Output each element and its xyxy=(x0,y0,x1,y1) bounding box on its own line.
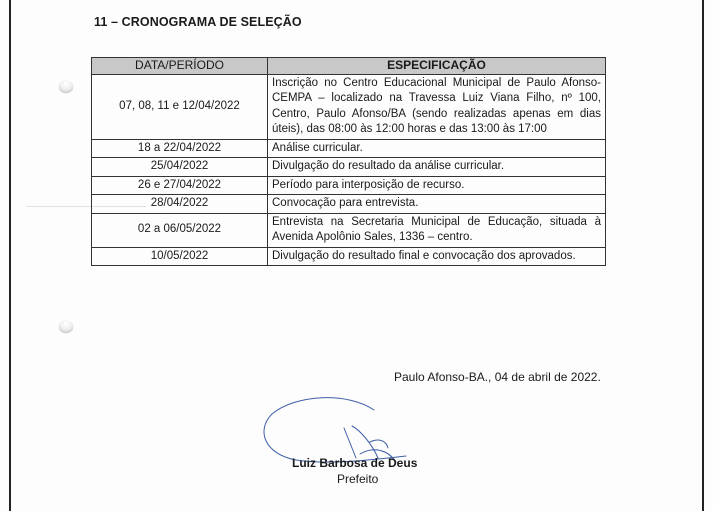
row-date: 18 a 22/04/2022 xyxy=(92,139,268,158)
row-date: 07, 08, 11 e 12/04/2022 xyxy=(92,74,268,139)
table-row xyxy=(92,213,606,247)
row-specification: Período para interposição de recurso. xyxy=(268,176,606,195)
table-row xyxy=(92,247,606,266)
row-date: 26 e 27/04/2022 xyxy=(92,176,268,195)
right-margin-line xyxy=(702,0,704,511)
table-row xyxy=(92,158,606,177)
schedule-table xyxy=(91,57,606,266)
signer-role: Prefeito xyxy=(337,472,379,486)
section-title: 11 – CRONOGRAMA DE SELEÇÃO xyxy=(94,15,302,29)
place-and-date: Paulo Afonso-BA., 04 de abril de 2022. xyxy=(394,370,601,384)
punch-hole xyxy=(59,80,73,92)
table-row xyxy=(92,74,606,139)
signer-name: Luiz Barbosa de Deus xyxy=(292,456,418,470)
row-specification: Inscrição no Centro Educacional Municipal de Paulo Afonso- CEMPA – localizado na Travessa Luiz Viana Filho, nº 100, Centro, Paulo Afonso/BA (sendo realizadas apenas em dias úteis), das 08:00 às 12:00 horas e das 13:00 às 17:00 xyxy=(268,74,606,139)
table-row xyxy=(92,176,606,195)
row-specification: Entrevista na Secretaria Municipal de Educação, situada à Avenida Apolônio Sales, 1336 – centro. xyxy=(268,213,606,247)
column-header-specification: ESPECIFICAÇÃO xyxy=(268,58,606,75)
column-header-date: DATA/PERÍODO xyxy=(92,58,268,75)
left-margin-line xyxy=(9,0,11,511)
row-date: 28/04/2022 xyxy=(92,195,268,214)
row-specification: Divulgação do resultado final e convocação dos aprovados. xyxy=(268,247,606,266)
punch-hole xyxy=(59,320,73,332)
row-date: 25/04/2022 xyxy=(92,158,268,177)
row-specification: Divulgação do resultado da análise curricular. xyxy=(268,158,606,177)
row-date: 02 a 06/05/2022 xyxy=(92,213,268,247)
row-specification: Análise curricular. xyxy=(268,139,606,158)
row-specification: Convocação para entrevista. xyxy=(268,195,606,214)
table-row xyxy=(92,139,606,158)
row-date: 10/05/2022 xyxy=(92,247,268,266)
table-header-row xyxy=(92,58,606,75)
table-row xyxy=(92,195,606,214)
